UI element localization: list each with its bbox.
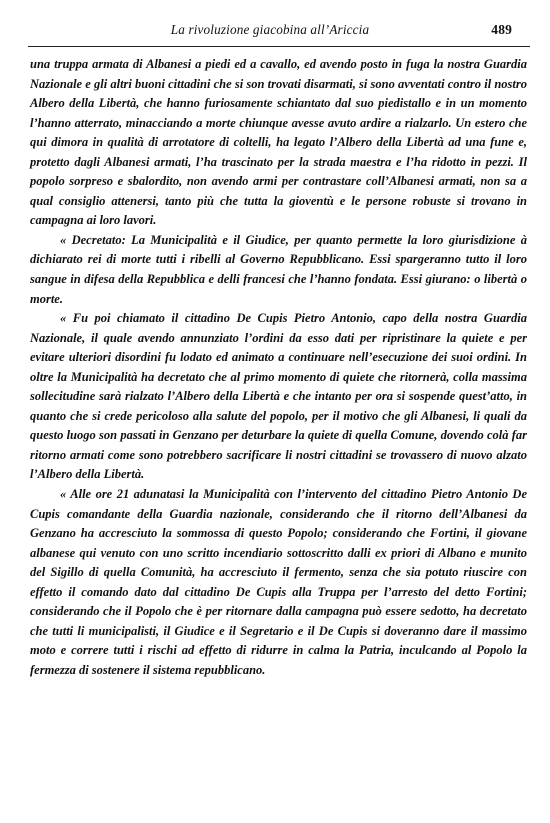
paragraph-ore-21: « Alle ore 21 adunatasi la Municipalità con l’intervento del cittadino Pietro Antonio De Cupis comandante della Guardia nazionale, considerando che il ritorno dell’Albanesi da Genzano ha accresciuto la sommossa di questo Popolo; considerando che Fortini, il giovane albanese qui venuto con uno scritto incendiario sottoscritto dalli ex priori di Albano e munito del Sigillo di quella Comunità, ha accresciuto il fermento, senza che sia potuto riuscire con effetto il comando dato dal cittadino De Cupis alla Truppa per l’arresto del detto Fortini; considerando che il Popolo che è per ritornare dalla campagna può essere sedotto, ha decretato che tutti li municipalisti, il Giudice e il Segretario e il De Cupis si doveranno dare il massimo moto e correre tutti i rischi ad effetto di ridurre in calma la Patria, inculcando al Popolo la fermezza di sostenere il sistema repubblicano. <box>30 487 527 677</box>
body-text <box>30 55 527 681</box>
running-head <box>28 22 512 40</box>
page-number: 489 <box>491 22 512 37</box>
paragraph-de-cupis: « Fu poi chiamato il cittadino De Cupis Pietro Antonio, capo della nostra Guardia Nazionale, il quale avendo annunziato l’ordini da esso dati per ripristinare la quiete e per evitare ulteriori disordini fu lodato ed animato a continuare nell’esecuzione dei suoi ordini. In oltre la Municipalità ha decretato che al primo momento di quiete che ritornerà, colla massima sollecitudine sarà rialzato l’Albero della Libertà e che intanto per ora si sospende quest’atto, in quanto che si crede pericoloso alla salute del popolo, per il motivo che gli Albanesi, li quali da questo luogo son passati in Genzano per deturbare la quiete di quella Comune, dovendo colà far ritorno armati come sono potrebbero sacrificare li nostri cittadini se trovassero di nuovo alzato l’Albero della Libertà. <box>30 311 527 482</box>
paragraph-decree: « Decretato: La Municipalità e il Giudice, per quanto permette la loro giurisdizione à dichiarato rei di morte tutti i ribelli al Governo Repubblicano. Essi spargeranno tutto il loro sangue in difesa della Repubblica e delli francesi che l’hanno fondata. Essi giurano: o libertà o morte. <box>30 232 527 306</box>
header-rule <box>28 46 530 47</box>
running-title: La rivoluzione giacobina all’Ariccia <box>170 22 370 37</box>
paragraph-continuation: una truppa armata di Albanesi a piedi ed a cavallo, ed avendo posto in fuga la nostra Guardia Nazionale e gli altri buoni cittadini che si son trovati disarmati, si sono avventati contro il nostro Albero della Libertà, che hanno furiosamente schiantato dal suo piedistallo e in un momento l’hanno atterrato, minacciando a morte chiunque avesse avuto ardire a rialzarlo. Un estero che qui dimora in qualità di arrotatore di coltelli, ha legato l’Albero della Libertà ad una fune e, protetto dagli Albanesi armati, l’ha trascinato per la strada maestra e l’ha ridotto in pezzi. Il popolo sorpreso e sbalordito, non avendo armi per contrastare coll’Albanesi armati, non sa a qual consiglio attenersi, tanto più che tutta la gioventù e le persone robuste si trovano in campagna ai loro lavori. <box>30 57 527 228</box>
